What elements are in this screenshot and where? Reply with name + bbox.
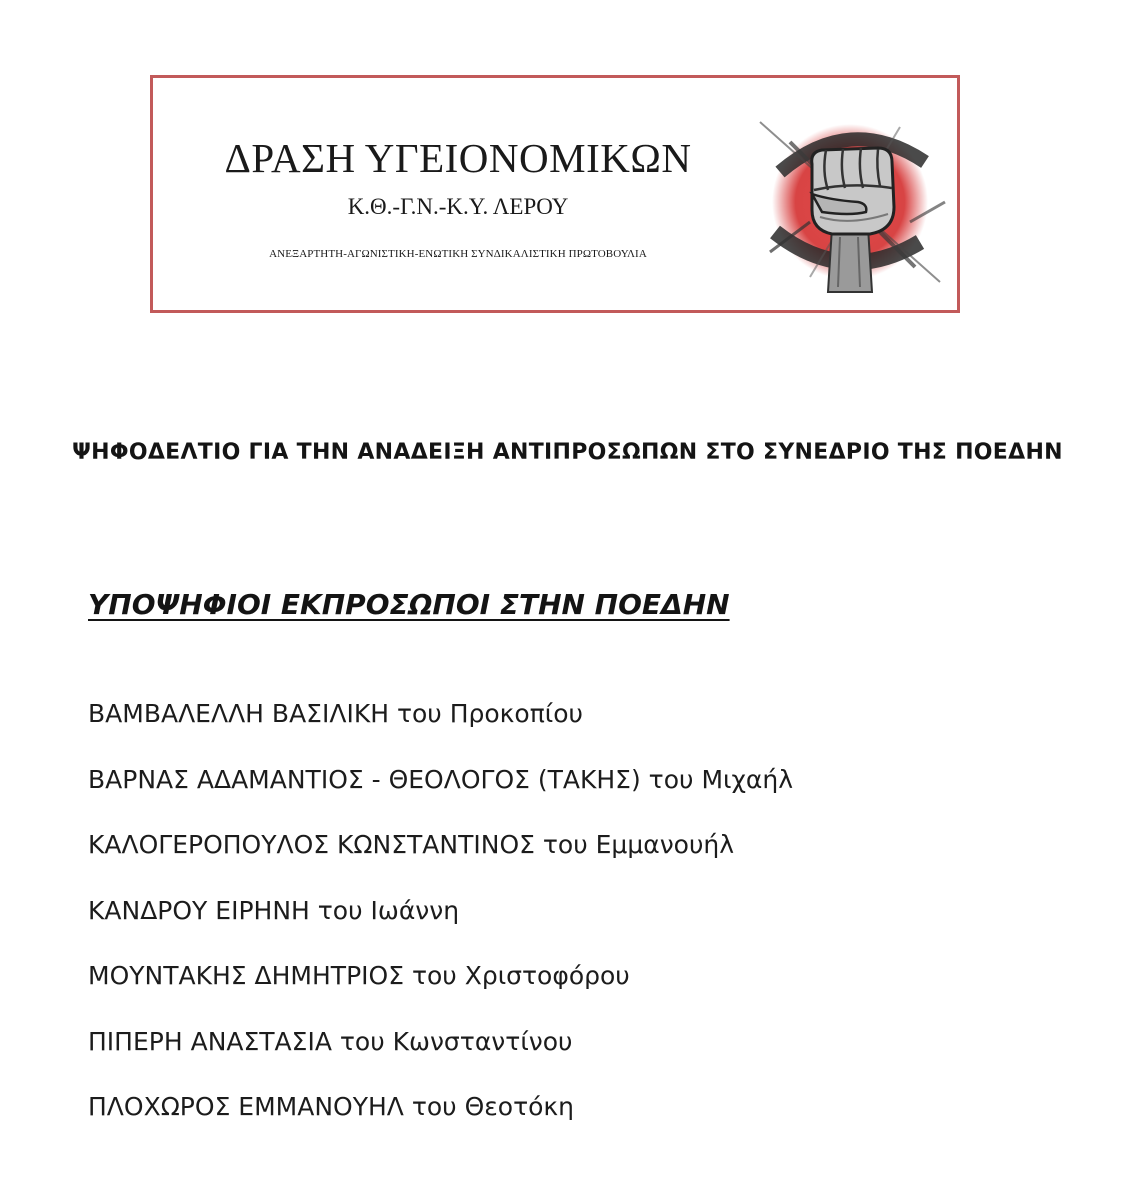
- candidate-item: ΜΟΥΝΤΑΚΗΣ ΔΗΜΗΤΡΙΟΣ του Χριστοφόρου: [88, 961, 630, 990]
- ballot-heading: ΨΗΦΟΔΕΛΤΙΟ ΓΙΑ ΤΗΝ ΑΝΑΔΕΙΞΗ ΑΝΤΙΠΡΟΣΩΠΩΝ ΣΤΟ ΣΥΝΕΔΡΙΟ ΤΗΣ ΠΟΕΔΗΝ: [72, 440, 1063, 465]
- candidate-item: ΚΑΛΟΓΕΡΟΠΟΥΛΟΣ ΚΩΝΣΤΑΝΤΙΝΟΣ του Εμμανουήλ: [88, 830, 735, 859]
- candidate-item: ΒΑΡΝΑΣ ΑΔΑΜΑΝΤΙΟΣ - ΘΕΟΛΟΓΟΣ (ΤΑΚΗΣ) του Μιχαήλ: [88, 764, 794, 794]
- org-title: ΔΡΑΣΗ ΥΓΕΙΟΝΟΜΙΚΩΝ: [224, 135, 692, 181]
- candidate-item: ΒΑΜΒΑΛΕΛΛΗ ΒΑΣΙΛΙΚΗ του Προκοπίου: [88, 699, 583, 728]
- candidates-heading: ΥΠΟΨΗΦΙΟΙ ΕΚΠΡΟΣΩΠΟΙ ΣΤΗΝ ΠΟΕΔΗΝ: [88, 588, 730, 621]
- org-tagline: ΑΝΕΞΑΡΤΗΤΗ-ΑΓΩΝΙΣΤΙΚΗ-ΕΝΩΤΙΚΗ ΣΥΝΔΙΚΑΛΙΣΤΙΚΗ ΠΡΩΤΟΒΟΥΛΙΑ: [269, 248, 647, 260]
- candidate-item: ΠΛΟΧΩΡΟΣ ΕΜΜΑΝΟΥΗΛ του Θεοτόκη: [88, 1092, 575, 1121]
- raised-fist-icon: [750, 102, 950, 300]
- org-location: Κ.Θ.-Γ.Ν.-Κ.Υ. ΛΕΡΟΥ: [347, 194, 569, 219]
- candidate-item: ΠΙΠΕΡΗ ΑΝΑΣΤΑΣΙΑ του Κωνσταντίνου: [88, 1026, 573, 1056]
- candidate-list: [88, 696, 793, 1155]
- candidate-item: ΚΑΝΔΡΟΥ ΕΙΡΗΝΗ του Ιωάννη: [88, 895, 460, 925]
- header-box: [150, 75, 960, 313]
